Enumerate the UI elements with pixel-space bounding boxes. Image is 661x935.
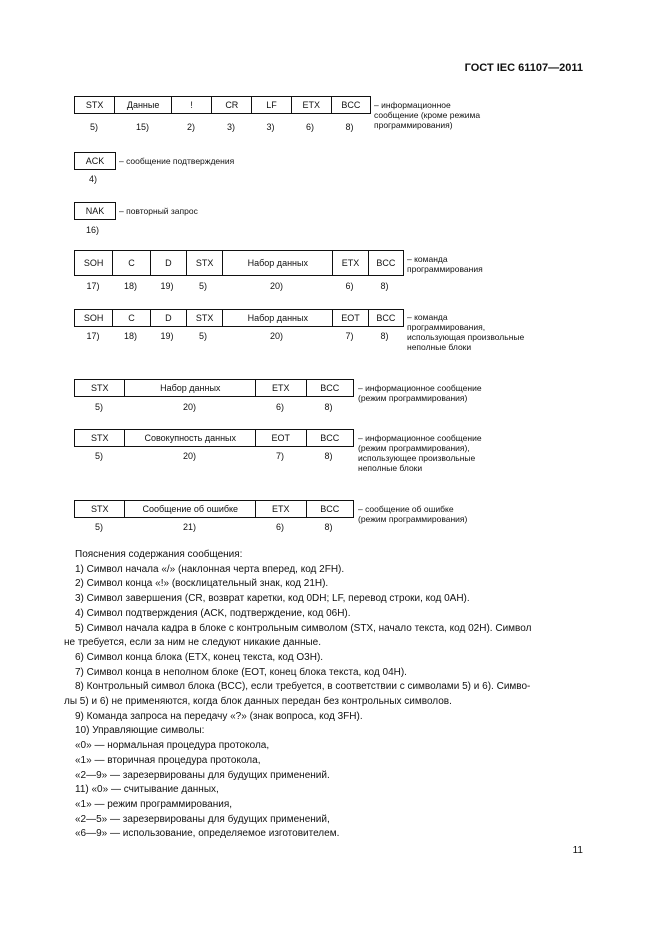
frame-cell: BCC (341, 100, 361, 110)
explanation-line: «1» — вторичная процедура протокола, (75, 754, 261, 766)
explanation-line: 7) Символ конца в неполном блоке (EOT, конец блока текста, код 04H). (75, 666, 407, 678)
explanation-line: 1) Символ начала «/» (наклонная черта вперед, код 2FH). (75, 563, 345, 575)
frame-error-message (74, 500, 354, 518)
explanations (64, 548, 585, 842)
explanation-line: лы 5) и 6) не применяются, когда блок данных передан без контрольных символов. (64, 696, 452, 708)
frame-programming-command (74, 250, 404, 276)
frame-cell: ETX (292, 97, 332, 113)
frame-cell: STX (75, 380, 125, 396)
explanation-line: 2) Символ конца «!» (восклицательный знак, код 21H). (75, 578, 329, 590)
frame-footnote: 16) (86, 225, 100, 235)
frame-note: – информационное сообщение (режим программирования), использующее произвольные неполные блоки (358, 433, 482, 473)
frame-cell: STX (75, 501, 125, 517)
frame-cell: SOH (75, 251, 113, 275)
frame-cell: Набор данных (223, 310, 333, 326)
explanation-line: «6—9» — использование, определяемое изготовителем. (75, 828, 340, 840)
frame-footnotes: 5) 20) 7) 8) (94, 451, 333, 461)
explanation-line: не требуется, если за ним не следуют никакие данные. (64, 637, 322, 649)
frame-cell: LF (252, 97, 291, 113)
explanation-line: 10) Управляющие символы: (75, 725, 205, 737)
frame-note: – информационное сообщение (кроме режима программирования) (374, 100, 481, 130)
frame-cell: ETX (256, 501, 306, 517)
explanation-line: 9) Команда запроса на передачу «?» (знак вопроса, код 3FH). (75, 710, 363, 722)
frame-cell: C (113, 310, 150, 326)
frame-footnotes: 17) 18) 19) 5) 20) 6) 8) (86, 281, 389, 291)
frame-cell: ETX (256, 380, 306, 396)
explanation-line: «0» — нормальная процедура протокола, (75, 740, 270, 752)
frame-cell: BCC (320, 433, 340, 443)
frame-cell: Сообщение об ошибке (125, 501, 256, 517)
frame-cell: D (151, 251, 187, 275)
explanation-line: 6) Символ конца блока (ETX, конец текста, код O3H). (75, 651, 324, 663)
frame-cell: ETX (333, 251, 368, 275)
explanation-line: 3) Символ завершения (CR, возврат каретки, код 0DH; LF, перевод строки, код 0AH). (75, 593, 470, 605)
explanation-line: «2—5» — зарезервированы для будущих применений, (75, 813, 330, 825)
frame-cell: Набор данных (223, 251, 333, 275)
frame-nak: NAK (74, 202, 116, 220)
frame-cell: BCC (376, 258, 396, 268)
frame-footnotes: 5) 21) 6) 8) (94, 522, 333, 532)
frame-info-programming (74, 379, 354, 397)
document-id: ГОСТ IEC 61107—2011 (464, 62, 583, 74)
frame-cell: SOH (75, 310, 113, 326)
frame-note: – команда программирования (407, 254, 483, 274)
frame-cell: STX (187, 251, 223, 275)
frame-note: – информационное сообщение (режим программирования) (358, 383, 482, 403)
frame-cell: ! (172, 97, 212, 113)
frame-cell: STX (187, 310, 223, 326)
frame-ack: ACK (74, 152, 116, 170)
frame-cell: EOT (333, 310, 368, 326)
frame-cell: STX (75, 97, 115, 113)
explanation-line: «1» — режим программирования, (75, 798, 233, 810)
frame-footnote: 4) (89, 174, 98, 184)
frame-note: – сообщение подтверждения (119, 156, 235, 166)
frame-cell: EOT (256, 430, 306, 446)
explanation-line: 8) Контрольный символ блока (BCC), если требуется, в соответствии с символами 5) и 6). Симво- (75, 681, 531, 693)
frame-cell: Набор данных (125, 380, 256, 396)
frame-cell: C (113, 251, 150, 275)
frame-cell: STX (75, 430, 125, 446)
frame-note: – повторный запрос (119, 206, 198, 216)
explanation-line: 5) Символ начала кадра в блоке с контрольным символом (STX, начало текста, код 02H). Символ (75, 622, 532, 634)
frame-cell: Данные (115, 97, 172, 113)
frame-footnotes: 5) 15) 2) 3) 3) 6) 8) (89, 122, 354, 132)
frame-note: – команда программирования, использующая произвольные неполные блоки (407, 312, 525, 352)
frame-cell: CR (212, 97, 252, 113)
page-number: 11 (572, 845, 583, 856)
frame-cell: D (151, 310, 187, 326)
explanation-line: 4) Символ подтверждения (ACK, подтверждение, код 06H). (75, 607, 351, 619)
frame-note: – сообщение об ошибке (режим программирования) (358, 504, 468, 524)
frame-cell: BCC (320, 383, 340, 393)
frame-programming-command-partial (74, 309, 404, 327)
explanation-line: «2—9» — зарезервированы для будущих применений. (75, 769, 330, 781)
explanation-line: 11) «0» — считывание данных, (75, 784, 219, 796)
frame-info-message (74, 96, 371, 114)
frame-info-programming-partial (74, 429, 354, 447)
explanations-title: Пояснения содержания сообщения: (75, 549, 243, 560)
frame-footnotes: 5) 20) 6) 8) (94, 402, 333, 412)
frame-cell: Совокупность данных (125, 430, 256, 446)
frame-cell: BCC (320, 504, 340, 514)
frame-footnotes: 17) 18) 19) 5) 20) 7) 8) (86, 331, 389, 341)
frame-cell: BCC (376, 313, 396, 323)
